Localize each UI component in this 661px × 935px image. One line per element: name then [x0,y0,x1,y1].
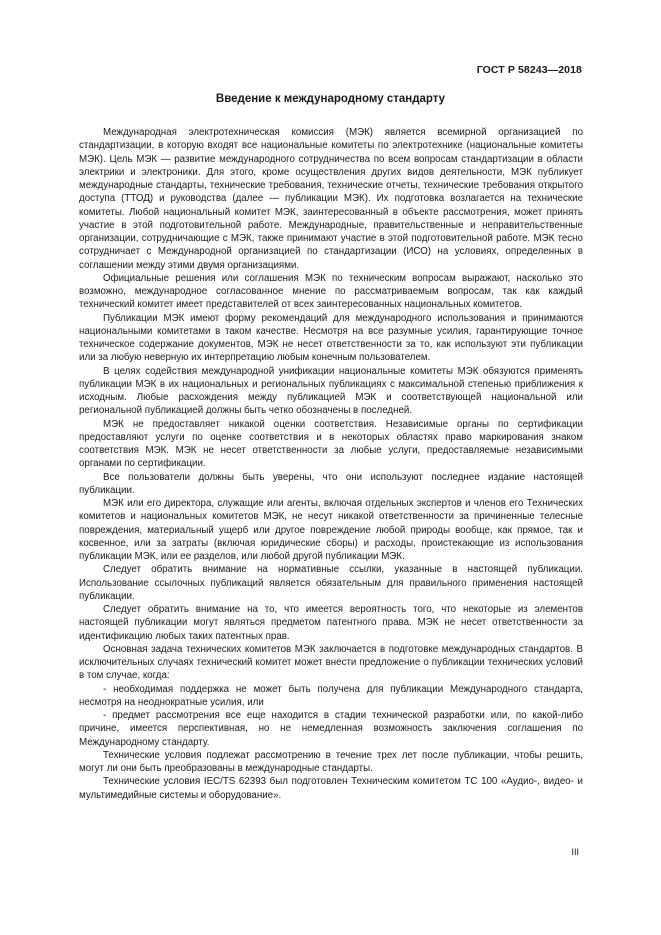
paragraph: Все пользователи должны быть уверены, что они используют последнее издание настоящей публикации. [79,471,583,496]
paragraph: Публикации МЭК имеют форму рекомендаций для международного использования и принимаются национальными комитетами в таком качестве. Несмотря на все разумные усилия, гарантирующие точное техническое содержание документов, МЭК не несет ответственности за то, как используют эти публикации или за любую неверную их интерпретацию любым конечным пользователем. [79,312,583,364]
paragraph: Следует обратить внимание на то, что имеется вероятность того, что некоторые из элементов настоящей публикации могут являться предметом патентного права. МЭК не несет ответственности за идентификацию любых таких патентных прав. [79,604,583,642]
paragraph: МЭК не предоставляет никакой оценки соответствия. Независимые органы по сертификации предоставляют услуги по оценке соответствия и в некоторых областях право маркирования знаком соответствия МЭК. МЭК не несет ответственности за любые услуги, предоставляемые независимыми органами по сертификации. [79,418,583,470]
paragraph: Официальные решения или соглашения МЭК по техническим вопросам выражают, насколько это возможно, международное согласованное мнение по рассматриваемым вопросам, так как каждый технический комитет имеет представителей от всех заинтересованных национальных комитетов. [79,272,583,311]
page-number: III [571,847,579,857]
list-item: - необходимая поддержка не может быть получена для публикации Международного стандарта, несмотря на неоднократные усилия, или [79,683,583,708]
paragraph: Следует обратить внимание на нормативные ссылки, указанные в настоящей публикации. Использование ссылочных публикаций является обязательным для правильного применения настоящей публикации. [79,564,583,602]
paragraph: Международная электротехническая комиссия (МЭК) является всемирной организацией по стандартизации, в которую входят все национальные комитеты по электротехнике (национальные комитеты МЭК). Цель МЭК — развитие международного сотрудничества по всем вопросам стандартизации в области электрики и электроники. Для этого, кроме осуществления других видов деятельности, МЭК публикует международные стандарты, технические требования, технические отчеты, технические требования открытого доступа (ТТОД) и руководства (далее — публикации МЭК). Их подготовка возлагается на технические комитеты. Любой национальный комитет МЭК, заинтересованный в объекте рассмотрения, может принять участие в этой подготовительной работе. Международные, правительственные и неправительственные организации, сотрудничающие с МЭК, также принимают участие в этой подготовительной работе. МЭК тесно сотрудничает с Международной организацией по стандартизации (ИСО) на условиях, определенных в соглашении между этими двумя организациями. [79,127,583,271]
standard-code: ГОСТ Р 58243—2018 [476,64,582,76]
body-text [79,126,583,802]
paragraph: Технические условия подлежат рассмотрению в течение трех лет после публикации, чтобы решить, могут ли они быть преобразованы в международные стандарты. [79,749,583,774]
list-item: - предмет рассмотрения все еще находится в стадии технической разработки или, по какой-либо причине, имеется перспективная, но не немедленная возможность заключения соглашения по Международному стандарту. [79,710,583,748]
section-title: Введение к международному стандарту [215,93,446,105]
paragraph: В целях содействия международной унификации национальные комитеты МЭК обязуются применять публикации МЭК в их национальных и региональных публикациях с максимальной степенью приближения к исходным. Любые расхождения между публикацией МЭК и соответствующей национальной или региональной публикацией должны быть четко обозначены в последней. [79,365,583,417]
paragraph: Технические условия IEC/TS 62393 был подготовлен Техническим комитетом ТС 100 «Аудио-, видео- и мультимедийные системы и оборудование». [79,776,583,801]
paragraph: МЭК или его директора, служащие или агенты, включая отдельных экспертов и членов его Технических комитетов и национальных комитетов МЭК, не несут никакой ответственности за причиненные телесные повреждения, материальный ущерб или другое повреждение любой природы вообще, как прямое, так и косвенное, или за затраты (включая юридические сборы) и расходы, проистекающие из использования публикации МЭК, или ее разделов, или любой другой публикации МЭК. [79,498,583,562]
paragraph: Основная задача технических комитетов МЭК заключается в подготовке международных стандартов. В исключительных случаях технический комитет может внести предложение о публикации технических условий в том случае, когда: [79,643,583,682]
